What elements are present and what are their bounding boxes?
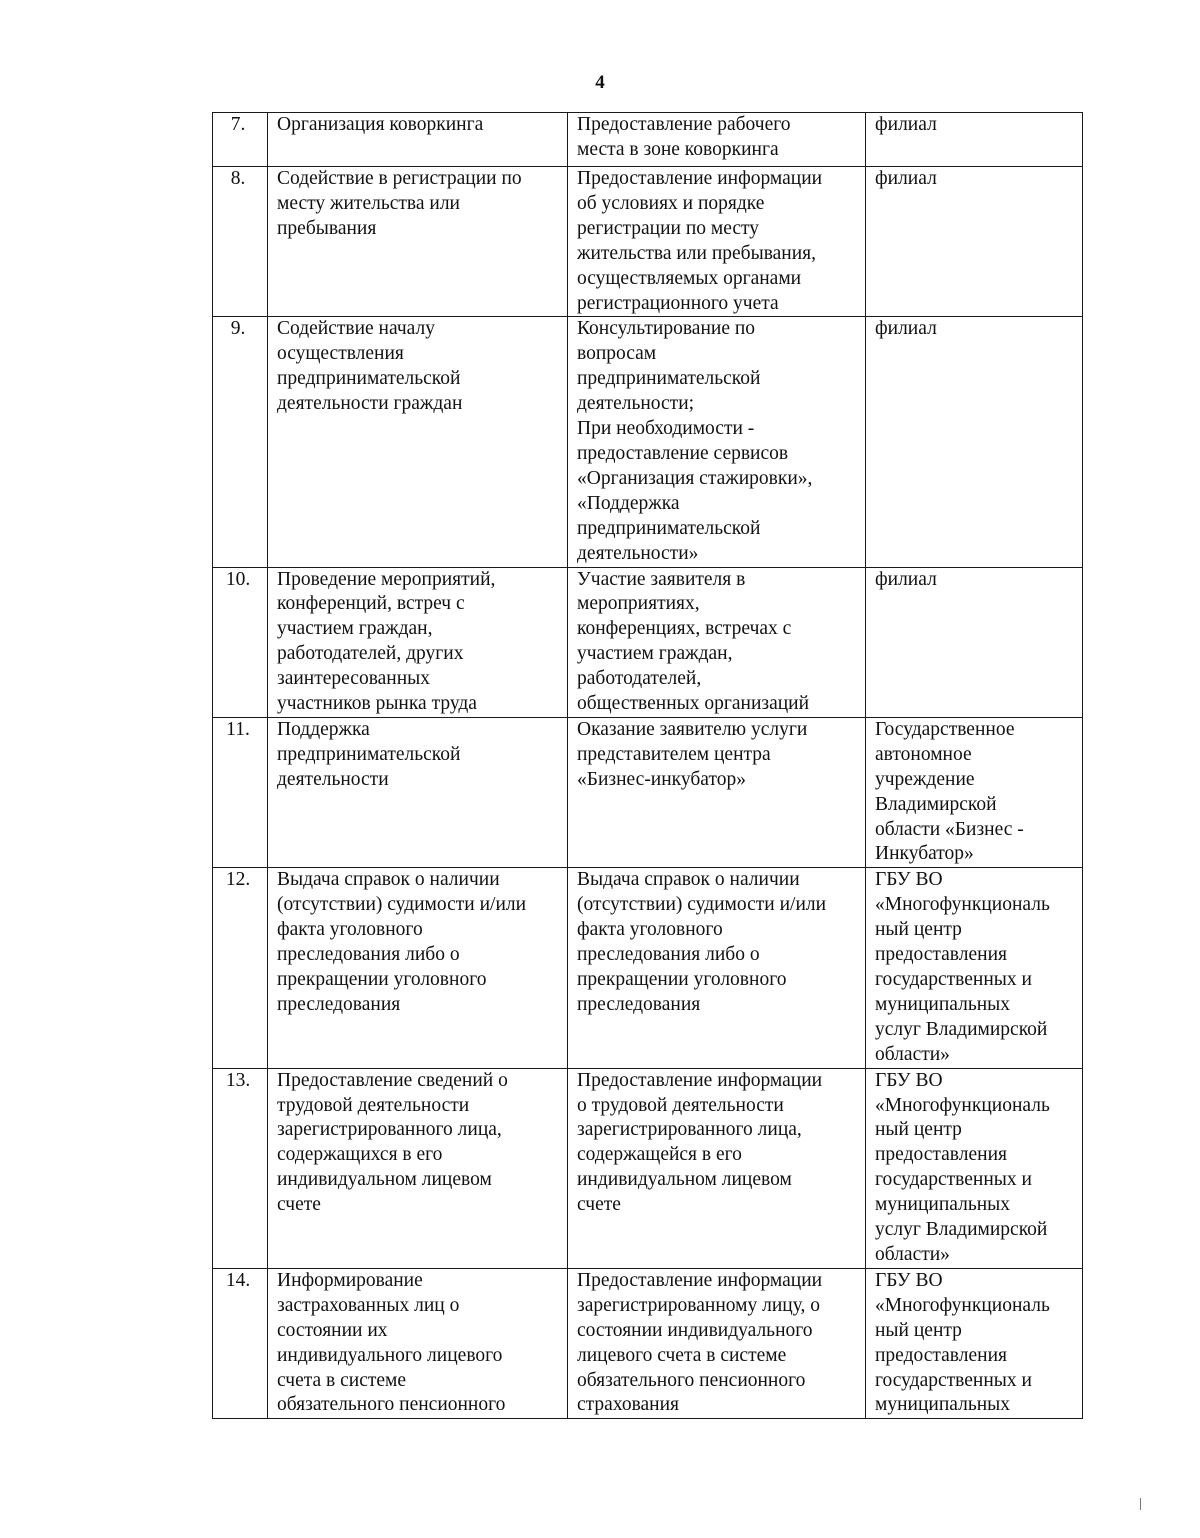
service-provider: филиал	[866, 317, 1083, 567]
table-row	[213, 567, 1083, 717]
table-row	[213, 717, 1083, 867]
service-name: Информирование застрахованных лиц о состоянии их индивидуального лицевого счета в системе обязательного пенсионного	[268, 1268, 568, 1418]
service-result: Предоставление информации об условиях и порядке регистрации по месту жительства или пребывания, осуществляемых органами регистрационного учета	[568, 167, 866, 317]
row-number: 12.	[213, 868, 268, 1068]
service-result: Предоставление рабочего места в зоне коворкинга	[568, 113, 866, 167]
service-result: Предоставление информации зарегистрированному лицу, о состоянии индивидуального лицевого счета в системе обязательного пенсионного страхования	[568, 1268, 866, 1418]
row-number: 11.	[213, 717, 268, 867]
service-provider: Государственное автономное учреждение Владимирской области «Бизнес - Инкубатор»	[866, 717, 1083, 867]
page-number: 4	[595, 72, 605, 93]
service-result: Оказание заявителю услуги представителем центра «Бизнес-инкубатор»	[568, 717, 866, 867]
row-number: 13.	[213, 1068, 268, 1268]
service-name: Проведение мероприятий, конференций, встреч с участием граждан, работодателей, других заинтересованных участников рынка труда	[268, 567, 568, 717]
row-number: 9.	[213, 317, 268, 567]
table-row	[213, 113, 1083, 167]
service-provider: филиал	[866, 167, 1083, 317]
table-row	[213, 1068, 1083, 1268]
service-name: Организация коворкинга	[268, 113, 568, 167]
service-result: Консультирование по вопросам предпринимательской деятельности; При необходимости - предоставление сервисов «Организация стажировки», «Поддержка предпринимательской деятельности»	[568, 317, 866, 567]
table-row	[213, 317, 1083, 567]
service-provider: филиал	[866, 113, 1083, 167]
service-name: Содействие началу осуществления предпринимательской деятельности граждан	[268, 317, 568, 567]
scan-mark	[1140, 1498, 1141, 1510]
service-provider: филиал	[866, 567, 1083, 717]
service-name: Поддержка предпринимательской деятельности	[268, 717, 568, 867]
row-number: 10.	[213, 567, 268, 717]
table-row	[213, 167, 1083, 317]
service-result: Предоставление информации о трудовой деятельности зарегистрированного лица, содержащейся в его индивидуальном лицевом счете	[568, 1068, 866, 1268]
row-number: 14.	[213, 1268, 268, 1418]
service-provider: ГБУ ВО «Многофункциональ ный центр предоставления государственных и муниципальных услуг Владимирской области»	[866, 1068, 1083, 1268]
table-row	[213, 1268, 1083, 1418]
services-table	[212, 112, 1083, 1419]
row-number: 8.	[213, 167, 268, 317]
service-name: Предоставление сведений о трудовой деятельности зарегистрированного лица, содержащихся в его индивидуальном лицевом счете	[268, 1068, 568, 1268]
service-provider: ГБУ ВО «Многофункциональ ный центр предоставления государственных и муниципальных	[866, 1268, 1083, 1418]
service-name: Содействие в регистрации по месту жительства или пребывания	[268, 167, 568, 317]
row-number: 7.	[213, 113, 268, 167]
service-provider: ГБУ ВО «Многофункциональ ный центр предоставления государственных и муниципальных услуг Владимирской области»	[866, 868, 1083, 1068]
service-result: Выдача справок о наличии (отсутствии) судимости и/или факта уголовного преследования либо о прекращении уголовного преследования	[568, 868, 866, 1068]
service-result: Участие заявителя в мероприятиях, конференциях, встречах с участием граждан, работодателей, общественных организаций	[568, 567, 866, 717]
table-row	[213, 868, 1083, 1068]
service-name: Выдача справок о наличии (отсутствии) судимости и/или факта уголовного преследования либо о прекращении уголовного преследования	[268, 868, 568, 1068]
